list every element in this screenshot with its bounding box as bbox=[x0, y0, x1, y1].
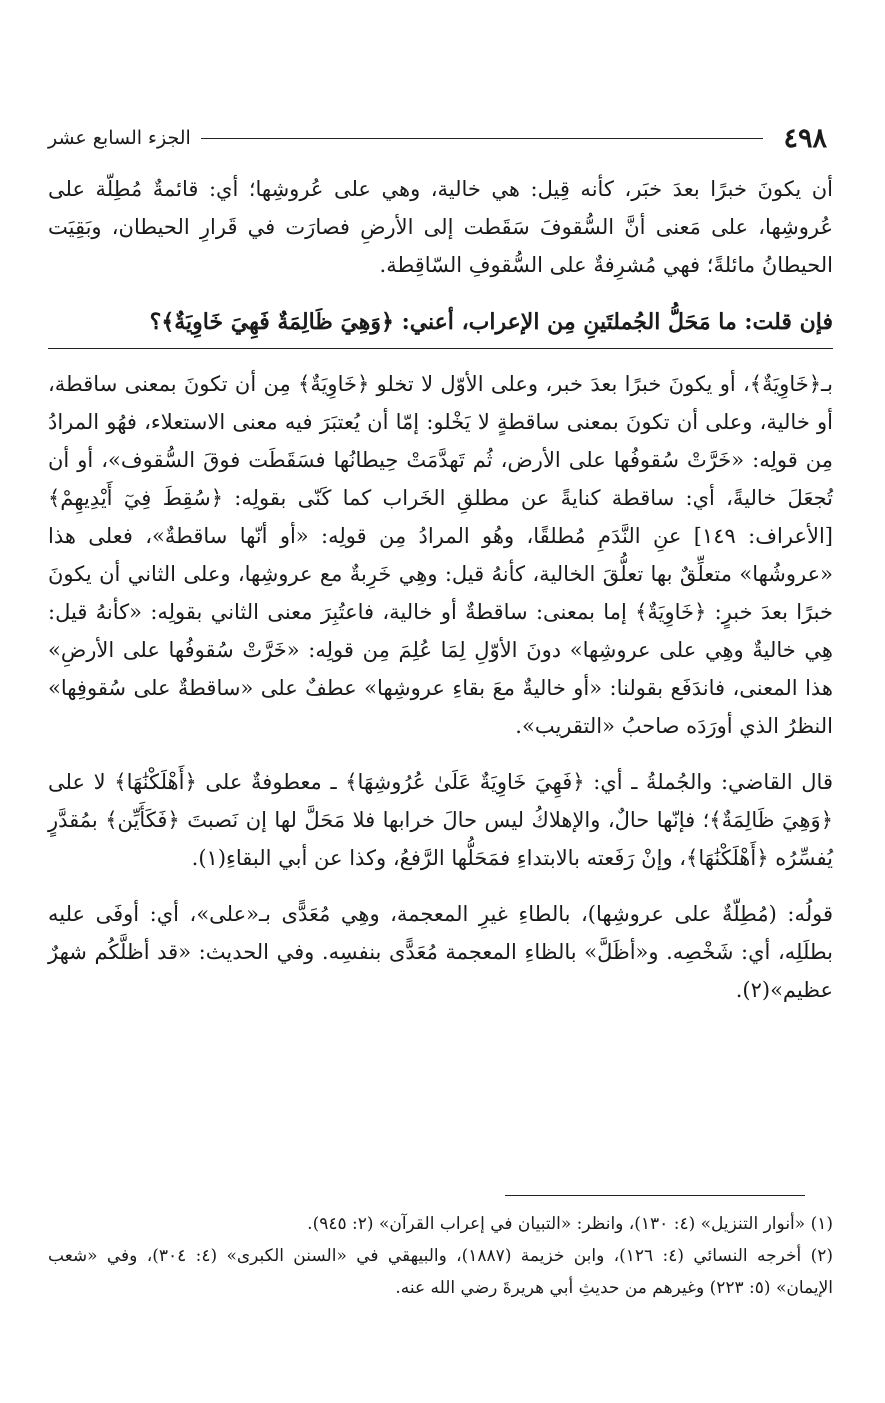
main-text bbox=[48, 170, 833, 1027]
paragraph-commentary-1: أن يكونَ خبرًا بعدَ خبَر، كأنه قِيل: هي خالية، وهي على عُروشِها؛ أي: قائمةٌ مُطِلّة على عُروشِها، على مَعنى أنَّ السُّقوفَ سَقَطت إلى الأرضِ فصارَت في قَرارِ الحيطان، وبَقِيَت الحيطانُ مائلةً؛ فهي مُشرِفةٌ على السُّقوفِ السّاقِطة. bbox=[48, 177, 833, 277]
paragraph-commentary-2: بـ﴿خَاوِيَةٌ﴾، أو يكونَ خبرًا بعدَ خبر، وعلى الأوّل لا تخلو ﴿خَاوِيَةٌ﴾ مِن أن تكونَ بمعنى ساقطة، أو خالية، وعلى أن تكونَ بمعنى ساقطةٍ لا يَخْلو: إمّا أن يُعتبَرَ فيه معنى الاستعلاء، فهُو المرادُ مِن قولِه: «خَرَّتْ سُقوفُها على الأرض، ثُم تَهدَّمَتْ حِيطانُها فسَقَطَت فوقَ السُّقوف»، أو أن تُجعَلَ خاليةً، أي: ساقطة كنايةً عن مطلقِ الخَراب كما كَنّى بقولِه: ﴿سُقِطَ فِيٓ أَيْدِيهِمْ﴾ [الأعراف: ١٤٩] عنِ النَّدَمِ مُطلقًا، وهُو المرادُ مِن قولِه: «أو أنّها ساقطةٌ»، فعلى هذا «عروشُها» متعلِّقٌ بها تعلُّقَ الخالية، كأنهُ قيل: وهِي خَرِبةٌ مع عروشِها، وعلى الثاني أن يكونَ خبرًا بعدَ خبرٍ: ﴿خَاوِيَةٌ﴾ إما بمعنى: ساقطةٌ أو خالية، فاعتُبِرَ معنى الثاني بقولِه: «كأنهُ قيل: هِي خاليةٌ وهِي على عروشِها» دونَ الأوّلِ لِمَا عُلِمَ مِن قولِه: «خَرَّتْ سُقوفُها على الأرضِ» هذا المعنى، فاندَفَع بقولنا: «أو خاليةٌ معَ بقاءِ عروشِها» عطفٌ على «ساقطةٌ على سُقوفِها» النظرُ الذي أورَدَه صاحبُ «التقريب». bbox=[48, 372, 833, 738]
footnotes bbox=[48, 1208, 833, 1304]
paragraph-gloss: قولُه: (مُطِلّةٌ على عروشِها)، بالطاءِ غيرِ المعجمة، وهِي مُعَدًّى بـ«على»، أي: أوفَى عليه بطلَلِه، أي: شَخْصِه. و«أظَلَّ» بالظاءِ المعجمة مُعَدًّى بنفسِه. وفي الحديث: «قد أظلَّكُم شهرٌ عظيم»(٢). bbox=[48, 902, 833, 1002]
footnote-2: (٢) أخرجه النسائي (٤: ١٢٦)، وابن خزيمة (١٨٨٧)، والبيهقي في «السنن الكبرى» (٤: ٣٠٤)، وفي «شعب الإيمان» (٥: ٢٢٣) وغيرهم من حديثِ أبي هريرةَ رضي الله عنه. bbox=[48, 1246, 833, 1298]
page-number: ٤٩٨ bbox=[783, 122, 827, 154]
question-heading: فإن قلت: ما مَحَلُّ الجُملتَينِ مِن الإعراب، أعني: ﴿وَهِيَ ظَالِمَةٌ فَهِيَ خَاوِيَةٌ﴾؟ bbox=[48, 302, 833, 349]
running-title: الجزء السابع عشر bbox=[48, 127, 191, 149]
paragraph-qadi: قال القاضي: والجُملةُ ـ أي: ﴿فَهِيَ خَاوِيَةٌ عَلَىٰ عُرُوشِهَا﴾ ـ معطوفةٌ على ﴿أَهْلَكْنَٰهَا﴾ لا على ﴿وَهِيَ ظَالِمَةٌ﴾؛ فإنّها حالٌ، والإهلاكُ ليس حالَ خرابها فلا مَحَلَّ لها إن نَصبتَ ﴿فَكَأَيِّن﴾ بمُقدَّرٍ يُفسِّرُه ﴿أَهْلَكْنَٰهَا﴾، وإنْ رَفَعته بالابتداءِ فمَحَلُّها الرَّفعُ، وكذا عن أبي البقاءِ(١). bbox=[48, 770, 833, 870]
footnote-1: (١) «أنوار التنزيل» (٤: ١٣٠)، وانظر: «التبيان في إعراب القرآن» (٢: ٩٤٥). bbox=[307, 1214, 833, 1234]
header-rule bbox=[201, 138, 764, 139]
running-header bbox=[48, 118, 827, 158]
footnote-separator bbox=[505, 1195, 805, 1196]
